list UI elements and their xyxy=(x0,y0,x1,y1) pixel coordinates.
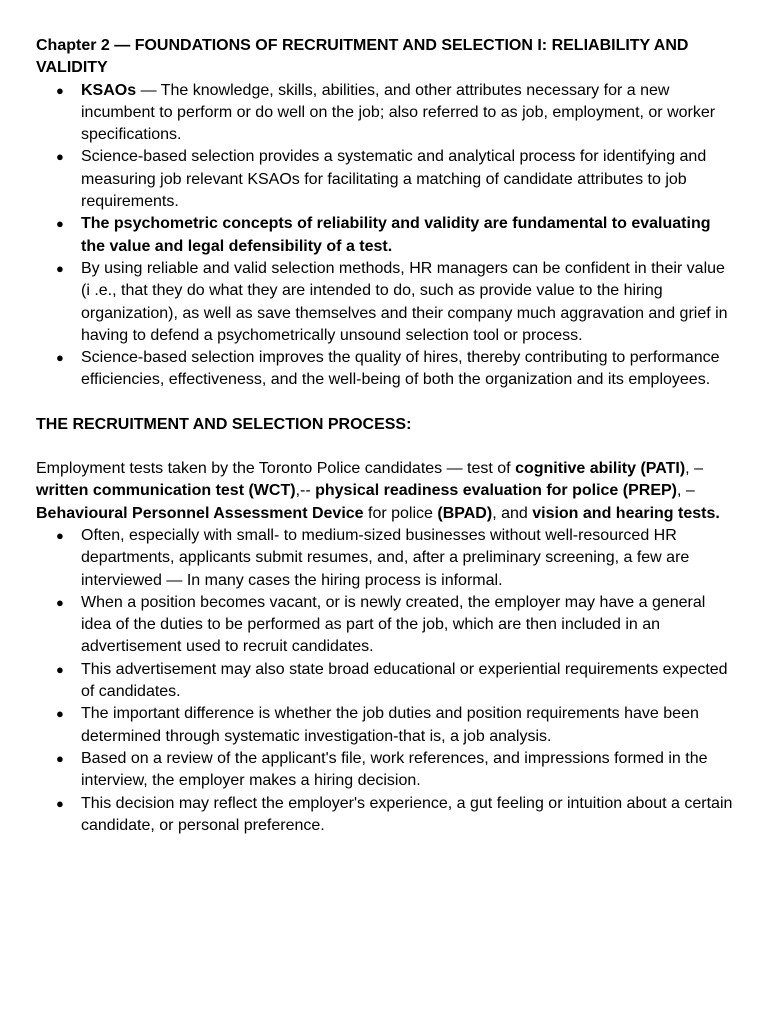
key-points-list xyxy=(36,80,734,392)
intro-bold-text: written communication test (WCT) xyxy=(36,482,296,500)
intro-text: for police xyxy=(363,504,438,522)
intro-text: , – xyxy=(677,482,695,500)
intro-text: , and xyxy=(492,504,533,522)
list-item xyxy=(36,213,734,258)
item-bold-text: The psychometric concepts of reliability and validity are fundamental to evaluating the value and legal defensibility of a test. xyxy=(81,215,711,255)
intro-text: Employment tests taken by the Toronto Police candidates — test of xyxy=(36,460,516,478)
list-item: ● This decision may reflect the employer's experience, a gut feeling or intuition about a certain candidate, or personal preference. xyxy=(36,793,734,838)
intro-paragraph xyxy=(36,458,734,525)
section-heading: THE RECRUITMENT AND SELECTION PROCESS: xyxy=(36,415,412,433)
list-item: ● Based on a review of the applicant's file, work references, and impressions formed in the interview, the employer makes a hiring decision. xyxy=(36,748,734,793)
intro-text: ,-- xyxy=(295,482,316,500)
item-text: — The knowledge, skills, abilities, and other attributes necessary for a new incumbent to perform or do well on the job; also referred to as job, employment, or worker specifications. xyxy=(81,81,716,144)
list-item xyxy=(36,80,734,147)
item-text: By using reliable and valid selection methods, HR managers can be confident in their value (i .e., that they do what they are intended to do, such as provide value to the hiring organization), as well as save themselves and their company much aggravation and grief in having to defend a psychometrically unsound selection tool or process. xyxy=(81,259,728,344)
intro-bold-text: physical readiness evaluation for police (PREP) xyxy=(315,482,677,500)
list-item: ● The important difference is whether the job duties and position requirements have been determined through systematic investigation-that is, a job analysis. xyxy=(36,703,734,748)
intro-bold-text: Behavioural Personnel Assessment Device xyxy=(36,504,364,522)
list-item: ● This advertisement may also state broad educational or experiential requirements expected of candidates. xyxy=(36,659,734,704)
list-item xyxy=(36,258,734,347)
item-text: Science-based selection improves the quality of hires, thereby contributing to performance efficiencies, effectiveness, and the well-being of both the organization and its employees. xyxy=(81,349,720,389)
intro-bold-text: vision and hearing tests. xyxy=(532,504,720,522)
process-points-list xyxy=(36,525,734,837)
intro-text: , – xyxy=(685,460,703,478)
list-item xyxy=(36,347,734,392)
item-text: Science-based selection provides a systematic and analytical process for identifying and measuring job relevant KSAOs for facilitating a matching of candidate attributes to job requirements. xyxy=(81,148,707,211)
list-item: ● Often, especially with small- to medium-sized businesses without well-resourced HR departments, applicants submit resumes, and, after a preliminary screening, a few are interviewed — In many cases the hiring process is informal. xyxy=(36,525,734,592)
chapter-title: Chapter 2 — FOUNDATIONS OF RECRUITMENT AND SELECTION I: RELIABILITY AND VALIDITY xyxy=(36,37,689,77)
list-item xyxy=(36,146,734,213)
list-item: ● When a position becomes vacant, or is newly created, the employer may have a general idea of the duties to be performed as part of the job, which are then included in an advertisement used to recruit candidates. xyxy=(36,592,734,659)
intro-bold-text: (BPAD) xyxy=(437,504,493,522)
intro-bold-text: cognitive ability (PATI) xyxy=(515,460,686,478)
item-bold-text: KSAOs xyxy=(81,81,137,99)
